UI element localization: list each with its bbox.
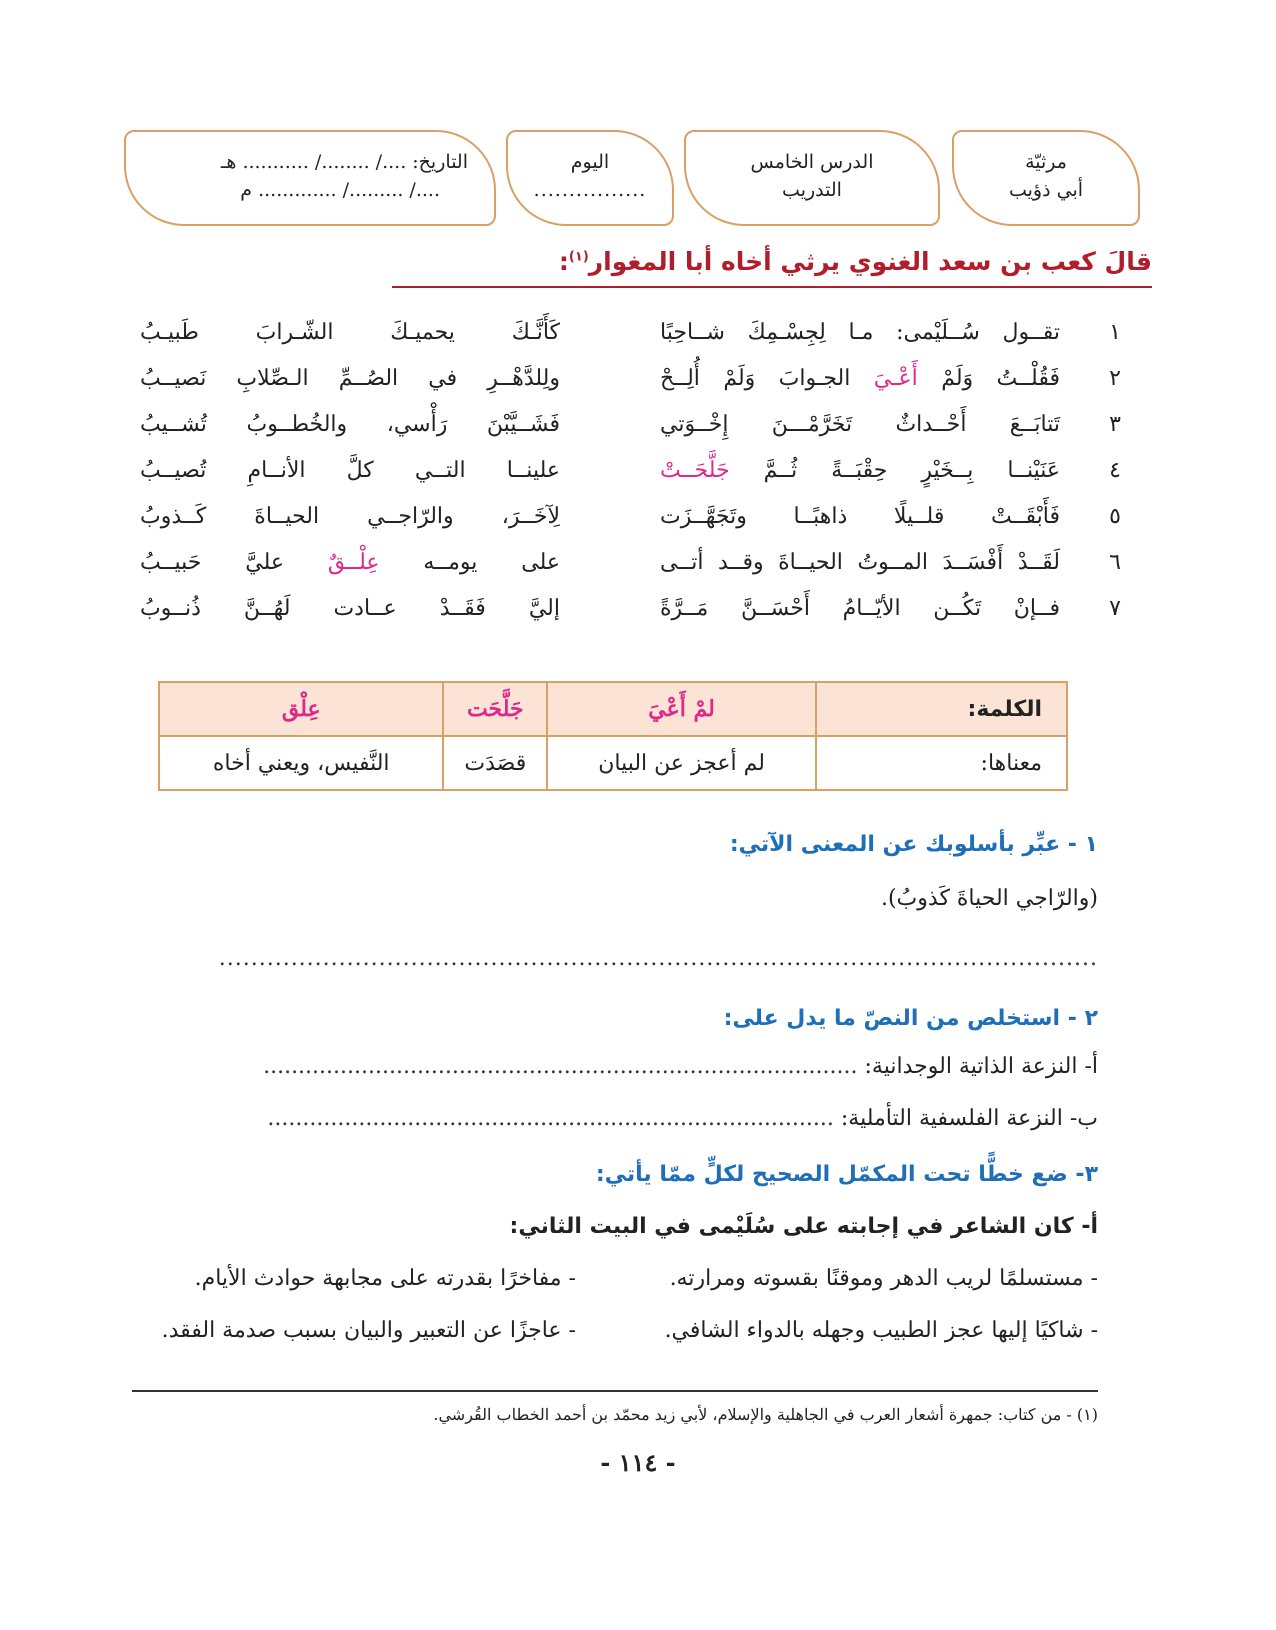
- date-gregorian[interactable]: ..../ ........./ ............. م: [240, 179, 440, 201]
- highlighted-word: أَعْـيَ: [873, 366, 918, 391]
- lesson-line1: الدرس الخامس: [750, 151, 874, 173]
- subject-line1: مرثيّة: [1025, 151, 1067, 173]
- question-2b: [178, 1106, 1098, 1131]
- tab-subject: [952, 130, 1140, 226]
- highlighted-word: عِلْــقٌ: [327, 550, 380, 575]
- verse-sadr: [660, 458, 1060, 483]
- lesson-line2: التدريب: [782, 179, 842, 201]
- page-title: [392, 247, 1152, 288]
- verse-sadr: [660, 366, 1060, 391]
- meaning-header: معناها:: [816, 736, 1067, 790]
- verse-sadr: تقــول سُــلَيْمى: مـا لِجِسْـمِكَ شــاحِبًا: [660, 320, 1060, 345]
- verse-number: ١: [1109, 320, 1121, 345]
- day-label: اليوم: [570, 151, 610, 173]
- verse-1: [140, 320, 1130, 366]
- title-text: قالَ كعب بن سعد الغنوي يرثي أخاه أبا المغوار: [588, 247, 1152, 276]
- sadr-part: فَقُلْــتُ وَلَمْ: [941, 366, 1060, 391]
- verse-ajuz: إليَّ فَقَــدْ عــادت لَهُــنَّ ذُنــوبُ: [140, 596, 560, 621]
- date-hijri[interactable]: التاريخ: ..../ ......../ ........... هـ: [220, 151, 468, 173]
- footnote-divider: [132, 1390, 1098, 1392]
- verse-number: ٦: [1109, 550, 1121, 575]
- vocab-word: عِلْق: [159, 682, 443, 736]
- ajuz-part: على يومــه: [423, 550, 560, 575]
- verse-7: [140, 596, 1130, 642]
- vocab-word: جَلَّحَت: [443, 682, 547, 736]
- verse-number: ٥: [1109, 504, 1121, 529]
- day-blank[interactable]: ................: [533, 179, 647, 201]
- option-4[interactable]: - عاجزًا عن التعبير والبيان بسبب صدمة الفقد.: [161, 1318, 576, 1343]
- q2a-label: أ- النزعة الذاتية الوجدانية:: [864, 1054, 1098, 1079]
- verse-sadr: لَقَــدْ أَفْسَــدَ المــوتُ الحيــاةَ وقــد أتــى: [660, 550, 1060, 575]
- verse-2: [140, 366, 1130, 412]
- verse-sadr: فــإنْ تَكُــن الأيّــامُ أَحْسَــنَّ مَــرَّةً: [660, 596, 1060, 621]
- question-3-sub: أ- كان الشاعر في إجابته على سُلَيْمى في البيت الثاني:: [509, 1214, 1098, 1239]
- verse-ajuz: كَأَنَّـكَ يحميـكَ الشّـرابَ طَبيـبُ: [140, 320, 560, 345]
- question-2a: [178, 1054, 1098, 1079]
- verse-number: ٢: [1109, 366, 1121, 391]
- vocab-word: لمْ أَعْيَ: [547, 682, 816, 736]
- question-2-title: ٢ - استخلص من النصّ ما يدل على:: [723, 1006, 1098, 1031]
- q2b-label: ب- النزعة الفلسفية التأملية:: [840, 1106, 1098, 1131]
- answer-line-2b[interactable]: .................................................................................: [267, 1106, 834, 1131]
- subject-line2: أبي ذؤيب: [1008, 179, 1084, 201]
- header-tabs: [124, 130, 1140, 228]
- option-3[interactable]: - شاكيًا إليها عجز الطبيب وجهله بالدواء الشافي.: [664, 1318, 1098, 1343]
- verse-4: [140, 458, 1130, 504]
- sadr-part: عَنَيْنــا بِــخَيْرٍ حِقْبَــةً ثُــمَّ: [763, 458, 1060, 483]
- table-row: [159, 736, 1067, 790]
- ajuz-part: عليَّ حَبيــبُ: [140, 550, 284, 575]
- verse-number: ٣: [1109, 412, 1121, 437]
- page-number: - ١١٤ -: [600, 1448, 676, 1477]
- footnote: (١) - من كتاب: جمهرة أشعار العرب في الجاهلية والإسلام، لأبي زيد محمّد بن أحمد الخطاب القُرشي.: [433, 1405, 1098, 1424]
- verse-5: [140, 504, 1130, 550]
- question-1-title: ١ - عبِّر بأسلوبك عن المعنى الآتي:: [729, 832, 1098, 857]
- tab-day[interactable]: [506, 130, 674, 226]
- question-3-title: ٣- ضع خطًّا تحت المكمّل الصحيح لكلٍّ ممّا يأتي:: [595, 1162, 1098, 1187]
- verse-number: ٧: [1109, 596, 1121, 621]
- footnote-ref: (١): [568, 249, 589, 265]
- vocabulary-table: [158, 681, 1068, 791]
- verse-6: [140, 550, 1130, 596]
- tab-lesson: [684, 130, 940, 226]
- vocab-meaning: النَّفيس، ويعني أخاه: [159, 736, 443, 790]
- verse-3: [140, 412, 1130, 458]
- sadr-part: الجـوابَ وَلَمْ أُلِــحْ: [660, 366, 851, 391]
- verse-sadr: تَتابَــعَ أَحْــداثٌ تَخَرَّمْـــنَ إِخْــوَتي: [660, 412, 1060, 437]
- answer-line-2a[interactable]: .....................................................................................: [263, 1054, 858, 1079]
- vocab-meaning: قصَدَت: [443, 736, 547, 790]
- verse-ajuz: لِآخَــرَ، والرّاجــي الحيــاةَ كَــذوبُ: [140, 504, 560, 529]
- verse-ajuz: [140, 550, 560, 575]
- vocab-meaning: لم أعجز عن البيان: [547, 736, 816, 790]
- option-2[interactable]: - مفاخرًا بقدرته على مجابهة حوادث الأيام.: [194, 1266, 576, 1291]
- tab-date[interactable]: [124, 130, 496, 226]
- verse-ajuz: علينــا التــي كلَّ الأنــامِ تُصيــبُ: [140, 458, 560, 483]
- answer-line-1[interactable]: ..............................................................................................................: [218, 946, 1098, 971]
- poem: [140, 320, 1130, 642]
- highlighted-word: جَلَّحَــتْ: [660, 458, 730, 483]
- question-1-text: (والرّاجي الحياةَ كَذوبُ).: [880, 886, 1098, 911]
- table-row: [159, 682, 1067, 736]
- verse-ajuz: ولِلدَّهْــرِ في الصُــمِّ الـصِّلابِ نَصيــبُ: [140, 366, 560, 391]
- verse-sadr: فَأَبْقَــتْ قلــيلًا ذاهبًــا وتَجَهَّــزَت: [660, 504, 1060, 529]
- verse-number: ٤: [1109, 458, 1121, 483]
- title-colon: :: [558, 247, 569, 276]
- word-header: الكلمة:: [816, 682, 1067, 736]
- verse-ajuz: فَشَــيَّبْنَ رَأْسي، والخُطــوبُ تُشــيبُ: [140, 412, 560, 437]
- option-1[interactable]: - مستسلمًا لريب الدهر وموقنًا بقسوته ومرارته.: [669, 1266, 1098, 1291]
